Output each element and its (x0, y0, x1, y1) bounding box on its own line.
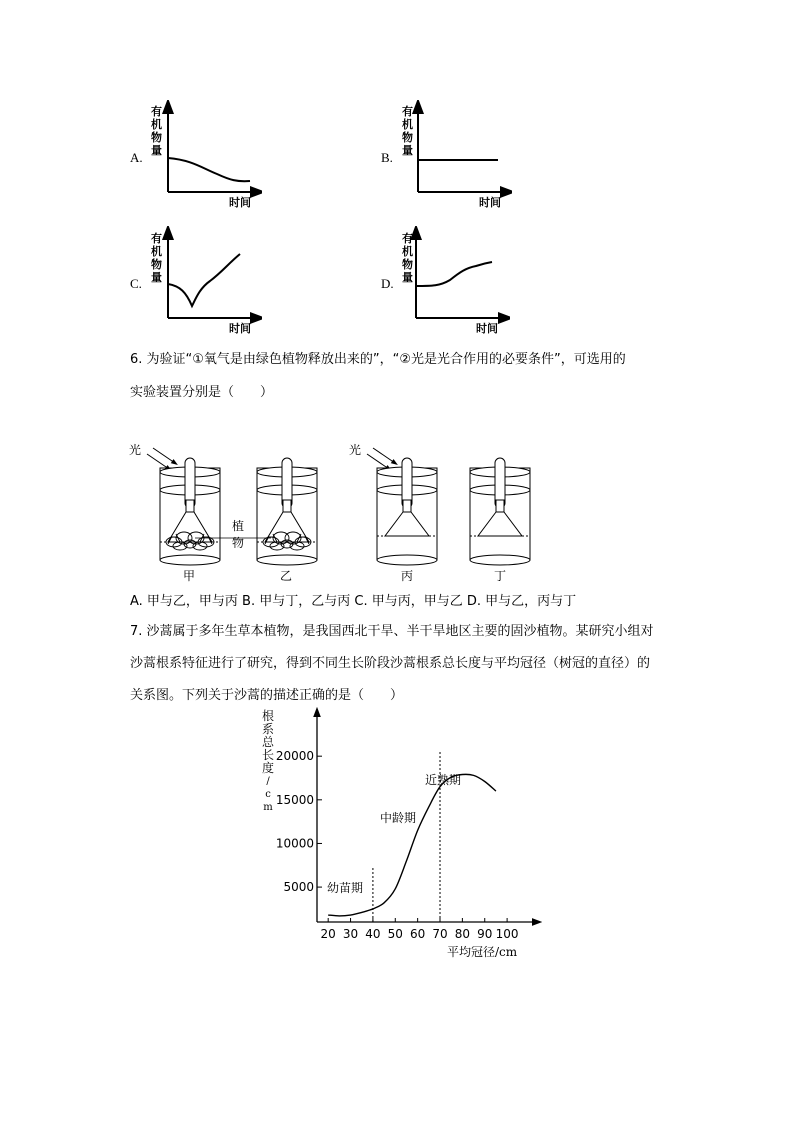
chart-x-tick-label: 60 (410, 927, 426, 941)
chart-ylabel-char: 长 (261, 748, 274, 762)
option-a-ylabel: 有 机 物 量 (151, 105, 162, 157)
chart-ylabel-char: m (263, 802, 273, 813)
option-d-label: D. (381, 276, 394, 291)
plant-label: 植 物 (232, 519, 245, 550)
option-c-graph (162, 226, 262, 326)
q6-text-line1: 6. 为验证“①氧气是由绿色植物释放出来的”，“②光是光合作用的必要条件”，可选用的 (130, 352, 626, 367)
device-label-jia: 甲 (183, 569, 196, 583)
q7-chart-svg (255, 700, 545, 970)
chart-y-tick-label: 5000 (283, 880, 314, 895)
chart-x-axis-label: 平均冠径/cm (447, 945, 518, 959)
q7-text-line3: 关系图。下列关于沙蒿的描述正确的是（ ） (130, 688, 404, 703)
chart-stage-label: 幼苗期 (327, 881, 364, 895)
chart-y-tick-label: 15000 (275, 792, 314, 807)
chart-y-tick-label: 20000 (275, 749, 314, 764)
q6-answer-options: A. 甲与乙，甲与丙 B. 甲与丁，乙与丙 C. 甲与丙，甲与乙 D. 甲与乙，丙与丁 (130, 594, 577, 609)
option-a-curve (168, 158, 250, 181)
option-b-ylabel: 有 机 物 量 (402, 105, 413, 157)
light-arrows-left (147, 448, 175, 469)
device-label-ding: 丁 (494, 569, 507, 583)
light-label-right: 光 (349, 443, 362, 457)
chart-x-tick-label: 90 (477, 927, 493, 941)
chart-x-tick-label: 20 (320, 927, 336, 941)
q6-text-line2: 实验装置分别是（ ） (130, 385, 274, 400)
q7-text-line2: 沙蒿根系特征进行了研究，得到不同生长阶段沙蒿根系总长度与平均冠径（树冠的直径）的 (130, 656, 651, 671)
chart-x-tick-label: 40 (365, 927, 381, 941)
chart-ylabel-char: / (266, 776, 270, 787)
option-c-curve (168, 254, 240, 306)
chart-stage-label: 中龄期 (380, 811, 417, 825)
chart-ylabel-char: c (265, 789, 271, 800)
chart-ylabel-char: 度 (261, 761, 274, 775)
option-a-graph (162, 100, 262, 200)
option-b-xlabel: 时间 (479, 196, 501, 209)
device-ding (470, 458, 530, 565)
device-yi (257, 458, 317, 565)
option-c-xlabel: 时间 (229, 322, 251, 335)
option-a-xlabel: 时间 (229, 196, 251, 209)
chart-ylabel-char: 系 (261, 722, 274, 736)
chart-x-tick-label: 50 (387, 927, 403, 941)
option-a-label: A. (130, 150, 143, 165)
light-label-left: 光 (129, 443, 142, 457)
chart-ylabel-char: 总 (261, 735, 274, 749)
device-bing (377, 458, 437, 565)
option-d-graph (410, 226, 510, 326)
light-arrows-right (367, 448, 395, 469)
option-b-label: B. (381, 150, 393, 165)
chart-x-tick-label: 30 (342, 927, 359, 941)
device-label-yi: 乙 (280, 569, 293, 583)
option-c-label: C. (130, 276, 142, 291)
option-d-ylabel: 有 机 物 量 (402, 232, 413, 284)
option-d-curve (416, 262, 492, 286)
q7-chart (255, 700, 545, 970)
chart-x-tick-label: 70 (432, 927, 448, 941)
device-jia (160, 458, 220, 565)
option-b-graph (412, 100, 512, 200)
device-label-bing: 丙 (401, 569, 414, 583)
option-c-ylabel: 有 机 物 量 (151, 232, 162, 284)
chart-x-tick-label: 80 (454, 927, 471, 941)
q6-apparatus-figure (125, 438, 545, 588)
chart-x-tick-label: 100 (495, 927, 519, 941)
chart-y-tick-label: 10000 (275, 836, 314, 851)
option-d-xlabel: 时间 (476, 322, 498, 335)
chart-ylabel-char: 根 (261, 709, 274, 723)
chart-stage-label: 近熟期 (425, 773, 462, 787)
chart-y-axis-label (261, 710, 275, 814)
q7-text-line1: 7. 沙蒿属于多年生草本植物，是我国西北干旱、半干旱地区主要的固沙植物。某研究小组对 (130, 624, 654, 639)
